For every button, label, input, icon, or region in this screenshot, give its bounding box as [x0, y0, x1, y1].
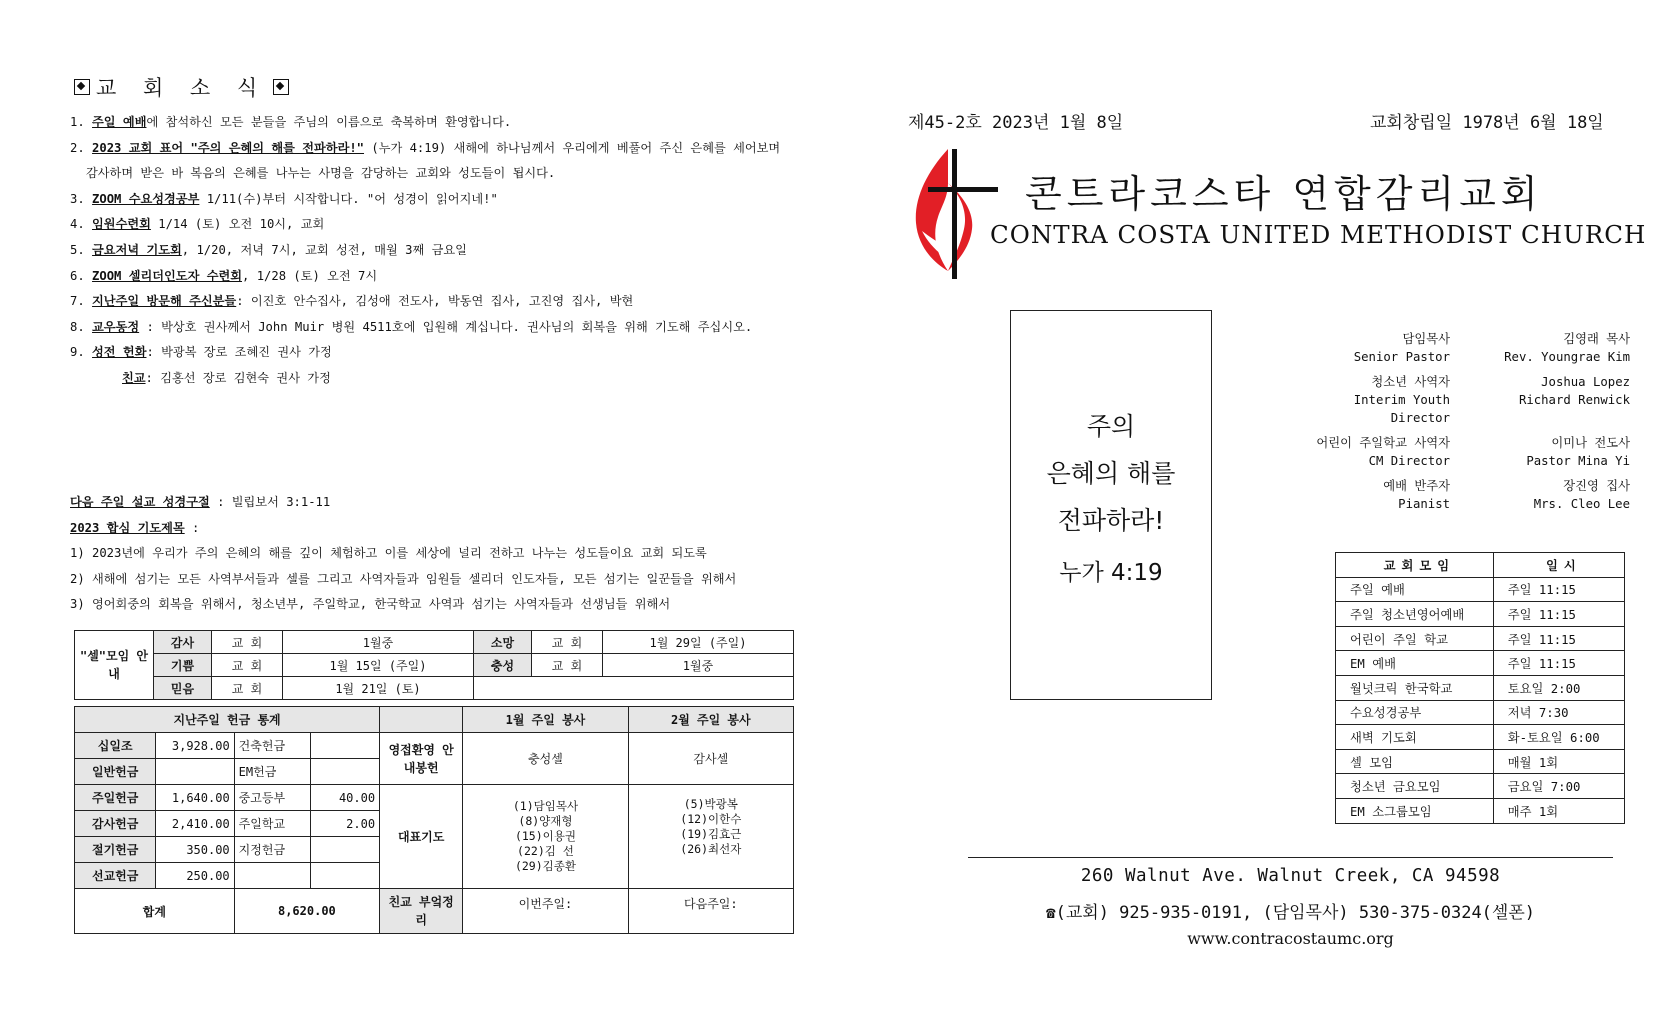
- news-title: ZOOM 수요성경공부: [92, 191, 200, 206]
- staff-role: [1290, 477, 1450, 513]
- news-item: [70, 212, 810, 238]
- offering-amount2: [310, 863, 380, 889]
- news-num: 9.: [70, 345, 85, 360]
- schedule-row: [1336, 675, 1625, 700]
- news-num: 5.: [70, 242, 85, 257]
- prayer-duty-feb: [628, 785, 793, 889]
- news-list: [70, 110, 810, 392]
- schedule-meeting: 새벽 기도회: [1336, 725, 1494, 750]
- schedule-meeting: 어린이 주일 학교: [1336, 626, 1494, 651]
- staff-name: [1470, 373, 1630, 427]
- cell-place: 교 회: [212, 677, 283, 700]
- schedule-row: [1336, 774, 1625, 799]
- welcome-label: 영접환영 안내봉헌: [380, 733, 463, 785]
- staff-role-ko: 청소년 사역자: [1371, 375, 1450, 389]
- prayer-label: 2023 합심 기도제목: [70, 520, 185, 535]
- staff-role-en: CM Director: [1368, 454, 1450, 468]
- schedule-time: 매주 1회: [1493, 798, 1624, 823]
- offering-label: 십일조: [75, 733, 156, 759]
- welcome-feb: 감사셀: [628, 733, 793, 785]
- schedule-row: [1336, 626, 1625, 651]
- theme-box: [1010, 310, 1212, 700]
- news-text: : 박상호 권사께서 John Muir 병원 4511호에 입원해 계십니다. 권사님의 회복을 위해 기도해 주십시오.: [139, 319, 753, 334]
- cell-group: 감사: [154, 631, 212, 654]
- footer-divider: [968, 857, 1613, 858]
- sermon-block: [70, 490, 810, 618]
- offering-label: 절기헌금: [75, 837, 156, 863]
- offering-amount: 350.00: [156, 837, 234, 863]
- prayer-duty-entry: (8)양재형: [518, 814, 573, 828]
- staff-role-ko: 담임목사: [1402, 332, 1450, 346]
- prayer-item: 2) 새해에 섬기는 모든 사역부서들과 셀를 그리고 사역자들과 임원들 셀리더 인도자들, 모든 섬기는 일꾼들을 위해서: [70, 571, 737, 586]
- news-text: 에 참석하신 모든 분들을 주님의 이름으로 축복하며 환영합니다.: [146, 115, 512, 129]
- fellowship-label: 친교 부엌정리: [380, 889, 463, 934]
- offering-amount2: [310, 733, 380, 759]
- news-item: [70, 264, 810, 290]
- cell-place: 교 회: [212, 654, 283, 677]
- staff-role: [1290, 330, 1450, 366]
- staff-role-en: Interim Youth Director: [1353, 393, 1450, 425]
- staff-role: [1290, 373, 1450, 427]
- schedule-time: 화-토요일 6:00: [1493, 725, 1624, 750]
- telephone-icon: ☎: [1045, 903, 1056, 922]
- diamond-bullet-icon: [273, 79, 289, 95]
- news-text: : 박광복 장로 조혜진 권사 가정: [146, 345, 332, 360]
- staff-row: [1290, 434, 1630, 470]
- theme-verse: 누가 4:19: [1059, 560, 1163, 586]
- news-title: 지난주일 방문해 주신분들: [92, 294, 237, 309]
- prayer-duty-entry: (12)이한수: [680, 812, 742, 826]
- news-text: , 1/28 (토) 오전 7시: [242, 268, 378, 283]
- schedule-meeting: 수요성경공부: [1336, 700, 1494, 725]
- schedule-row: [1336, 651, 1625, 676]
- schedule-meeting: 청소년 금요모임: [1336, 774, 1494, 799]
- theme-line: 은혜의 해를: [1046, 459, 1176, 488]
- schedule-time: 주일 11:15: [1493, 577, 1624, 602]
- schedule-row: [1336, 602, 1625, 627]
- cell-group: 기쁨: [154, 654, 212, 677]
- schedule-time: 주일 11:15: [1493, 651, 1624, 676]
- offering-amount: [156, 759, 234, 785]
- prayer-duty-entry: (19)김효근: [680, 827, 742, 841]
- news-title: 친교: [122, 370, 146, 385]
- news-item: [70, 110, 810, 136]
- church-phone: [968, 898, 1613, 923]
- prayer-duty-label: 대표기도: [380, 785, 463, 889]
- service-corner: [380, 707, 463, 733]
- offering-label: 주일헌금: [75, 785, 156, 811]
- cell-group: 소망: [473, 631, 531, 654]
- schedule-time: 주일 11:15: [1493, 602, 1624, 627]
- offering-amount2: 40.00: [310, 785, 380, 811]
- news-text: : 김홍선 장로 김현숙 권사 가정: [145, 370, 331, 385]
- staff-name-en: Richard Renwick: [1518, 393, 1630, 407]
- issue-line: 제45-2호 2023년 1월 8일: [908, 113, 1124, 133]
- staff-name-en: Pastor Mina Yi: [1526, 454, 1630, 468]
- schedule-row: [1336, 577, 1625, 602]
- cell-date: 1월 29일 (주일): [603, 631, 794, 654]
- service-jan-header: 1월 주일 봉사: [463, 707, 628, 733]
- schedule-meeting: 셀 모임: [1336, 749, 1494, 774]
- staff-row: [1290, 477, 1630, 513]
- staff-row: [1290, 373, 1630, 427]
- schedule-time: 저녁 7:30: [1493, 700, 1624, 725]
- offering-total-label: 합계: [75, 889, 235, 934]
- diamond-bullet-icon: [74, 79, 90, 95]
- staff-name: [1470, 330, 1630, 366]
- theme-line: 주의: [1086, 412, 1136, 441]
- cell-place: 교 회: [531, 654, 602, 677]
- schedule-time: 주일 11:15: [1493, 626, 1624, 651]
- offering-label2: 지정헌금: [234, 837, 310, 863]
- news-text: , 1/20, 저녁 7시, 교회 성전, 매월 3째 금요일: [181, 242, 467, 257]
- prayer-title-line: [70, 516, 810, 542]
- news-item: [70, 340, 810, 366]
- schedule-row: [1336, 700, 1625, 725]
- fellowship-jan: 이번주일:: [463, 889, 628, 934]
- offering-label2: 건축헌금: [234, 733, 310, 759]
- offering-service-table: [74, 706, 794, 934]
- schedule-meeting: 주일 청소년영어예배: [1336, 602, 1494, 627]
- news-title: 금요저녁 기도회: [92, 242, 182, 257]
- theme-line: 전파하라!: [1057, 506, 1165, 535]
- news-item: [70, 289, 810, 315]
- offering-label2: 주일학교: [234, 811, 310, 837]
- cell-group: 믿음: [154, 677, 212, 700]
- theme-spacer: [1011, 311, 1211, 403]
- offering-label2: [234, 863, 310, 889]
- news-heading: [68, 72, 295, 102]
- staff-name-ko: 장진영 집사: [1563, 479, 1630, 493]
- church-website-link[interactable]: www.contracostaumc.org: [1187, 929, 1394, 948]
- staff-list: [1290, 330, 1630, 520]
- cell-date: 1월 15일 (주일): [283, 654, 474, 677]
- prayer-duty-entry: (22)김 선: [517, 844, 574, 858]
- news-title: 2023 교회 표어 "주의 은혜의 해를 전파하라!": [92, 140, 365, 155]
- news-text: 감사하며 받은 바 복음의 은혜를 나누는 사명을 감당하는 교회와 성도들이 됩시다.: [86, 166, 556, 181]
- cross-flame-logo-icon: [908, 143, 1000, 283]
- news-num: 2.: [70, 140, 85, 155]
- schedule-meeting: 주일 예배: [1336, 577, 1494, 602]
- church-name-english: CONTRA COSTA UNITED METHODIST CHURCH: [990, 220, 1647, 249]
- news-item: [70, 315, 810, 341]
- news-title: 교우동정: [92, 319, 140, 334]
- offering-amount: 1,640.00: [156, 785, 234, 811]
- offering-amount: 3,928.00: [156, 733, 234, 759]
- schedule-meeting: 월넛크릭 한국학교: [1336, 675, 1494, 700]
- schedule-table: [1335, 552, 1625, 824]
- schedule-row: [1336, 749, 1625, 774]
- staff-role-ko: 어린이 주일학교 사역자: [1316, 436, 1450, 450]
- staff-name-en: Rev. Youngrae Kim: [1504, 350, 1630, 364]
- cell-date: 1월중: [603, 654, 794, 677]
- offering-label: 선교헌금: [75, 863, 156, 889]
- news-title: 성전 헌화: [92, 345, 147, 360]
- schedule-row: [1336, 725, 1625, 750]
- church-name-korean: 콘트라코스타 연합감리교회: [1025, 172, 1543, 216]
- news-title: 주일 예배: [92, 115, 147, 129]
- fellowship-feb: 다음주일:: [628, 889, 793, 934]
- staff-name-en: Mrs. Cleo Lee: [1533, 497, 1630, 511]
- schedule-header-meeting: 교회모임: [1336, 553, 1494, 578]
- prayer-duty-entry: (15)이용권: [514, 829, 576, 843]
- welcome-jan: 충성셀: [463, 733, 628, 785]
- prayer-item: 1) 2023년에 우리가 주의 은혜의 해를 깊이 체험하고 이를 세상에 널리 전하고 나누는 성도들이요 교회 되도록: [70, 546, 707, 561]
- staff-role-en: Pianist: [1398, 497, 1450, 511]
- offering-label: 감사헌금: [75, 811, 156, 837]
- offering-label2: 중고등부: [234, 785, 310, 811]
- news-item: [70, 187, 810, 213]
- cell-empty: [473, 677, 793, 700]
- staff-name-ko: 이미나 전도사: [1551, 436, 1630, 450]
- staff-role: [1290, 434, 1450, 470]
- prayer-duty-entry: (1)담임목사: [512, 799, 579, 813]
- sermon-text: : 빌립보서 3:1-11: [209, 495, 331, 509]
- news-item: [70, 366, 810, 392]
- news-text: : 이진호 안수집사, 김성애 전도사, 박동연 집사, 고진영 집사, 박현: [236, 294, 634, 309]
- news-item: [70, 161, 810, 187]
- schedule-meeting: EM 소그룹모임: [1336, 798, 1494, 823]
- offering-total: 8,620.00: [234, 889, 379, 934]
- news-num: 4.: [70, 217, 85, 232]
- cell-date: 1월중: [283, 631, 474, 654]
- staff-name-ko: Joshua Lopez: [1541, 375, 1630, 389]
- staff-name: [1470, 434, 1630, 470]
- staff-name: [1470, 477, 1630, 513]
- news-num: 1.: [70, 115, 85, 129]
- news-text: 1/14 (토) 오전 10시, 교회: [150, 217, 325, 232]
- cell-meeting-table: [74, 630, 794, 700]
- prayer-duty-entry: (29)김종환: [514, 859, 576, 873]
- schedule-time: 금요일 7:00: [1493, 774, 1624, 799]
- news-num: 6.: [70, 268, 85, 283]
- phone-text: (교회) 925-935-0191, (담임목사) 530-375-0324(셀폰): [1055, 903, 1535, 923]
- cell-meeting-header: "셀"모임 안내: [75, 631, 154, 700]
- news-item: [70, 238, 810, 264]
- schedule-time: 토요일 2:00: [1493, 675, 1624, 700]
- sermon-line: [70, 490, 810, 516]
- news-item: [70, 136, 810, 162]
- news-title: 임원수련회: [92, 217, 151, 232]
- cell-place: 교 회: [212, 631, 283, 654]
- sermon-label: 다음 주일 설교 성경구절: [70, 495, 210, 509]
- news-text: (누가 4:19) 새해에 하나님께서 우리에게 베풀어 주신 은혜를 세어보며: [364, 140, 781, 155]
- news-num: 8.: [70, 319, 85, 334]
- prayer-duty-entry: (26)최선자: [680, 842, 742, 856]
- offering-amount2: [310, 837, 380, 863]
- offering-amount2: [310, 759, 380, 785]
- news-text: 1/11(수)부터 시작합니다. "어 성경이 읽어지네!": [199, 191, 498, 206]
- prayer-suffix: :: [184, 520, 200, 535]
- news-heading-text: 교 회 소 식: [96, 76, 268, 100]
- news-num: 3.: [70, 191, 85, 206]
- staff-role-ko: 예배 반주자: [1383, 479, 1450, 493]
- prayer-item: 3) 영어회중의 회복을 위해서, 청소년부, 주일학교, 한국학교 사역과 섬기는 사역자들과 선생님들 위해서: [70, 597, 671, 612]
- prayer-duty-entry: (5)박광복: [683, 797, 738, 811]
- cell-group: 충성: [473, 654, 531, 677]
- schedule-time: 매월 1회: [1493, 749, 1624, 774]
- founding-line: 교회창립일 1978년 6월 18일: [1370, 113, 1604, 133]
- news-title: ZOOM 셀리더인도자 수련회: [92, 268, 243, 283]
- staff-role-en: Senior Pastor: [1353, 350, 1450, 364]
- offering-amount2: 2.00: [310, 811, 380, 837]
- staff-row: [1290, 330, 1630, 366]
- offering-amount: 250.00: [156, 863, 234, 889]
- offering-title: 지난주일 헌금 통계: [75, 707, 380, 733]
- offering-amount: 2,410.00: [156, 811, 234, 837]
- offering-label: 일반헌금: [75, 759, 156, 785]
- schedule-header-time: 일시: [1493, 553, 1624, 578]
- church-address: 260 Walnut Ave. Walnut Creek, CA 94598: [1080, 866, 1501, 886]
- news-num: 7.: [70, 294, 85, 309]
- offering-label2: EM헌금: [234, 759, 310, 785]
- cell-place: 교 회: [531, 631, 602, 654]
- service-feb-header: 2월 주일 봉사: [628, 707, 793, 733]
- prayer-duty-jan: [463, 785, 628, 889]
- staff-name-ko: 김영래 목사: [1563, 332, 1630, 346]
- schedule-row: [1336, 798, 1625, 823]
- cell-date: 1월 21일 (토): [283, 677, 474, 700]
- schedule-meeting: EM 예배: [1336, 651, 1494, 676]
